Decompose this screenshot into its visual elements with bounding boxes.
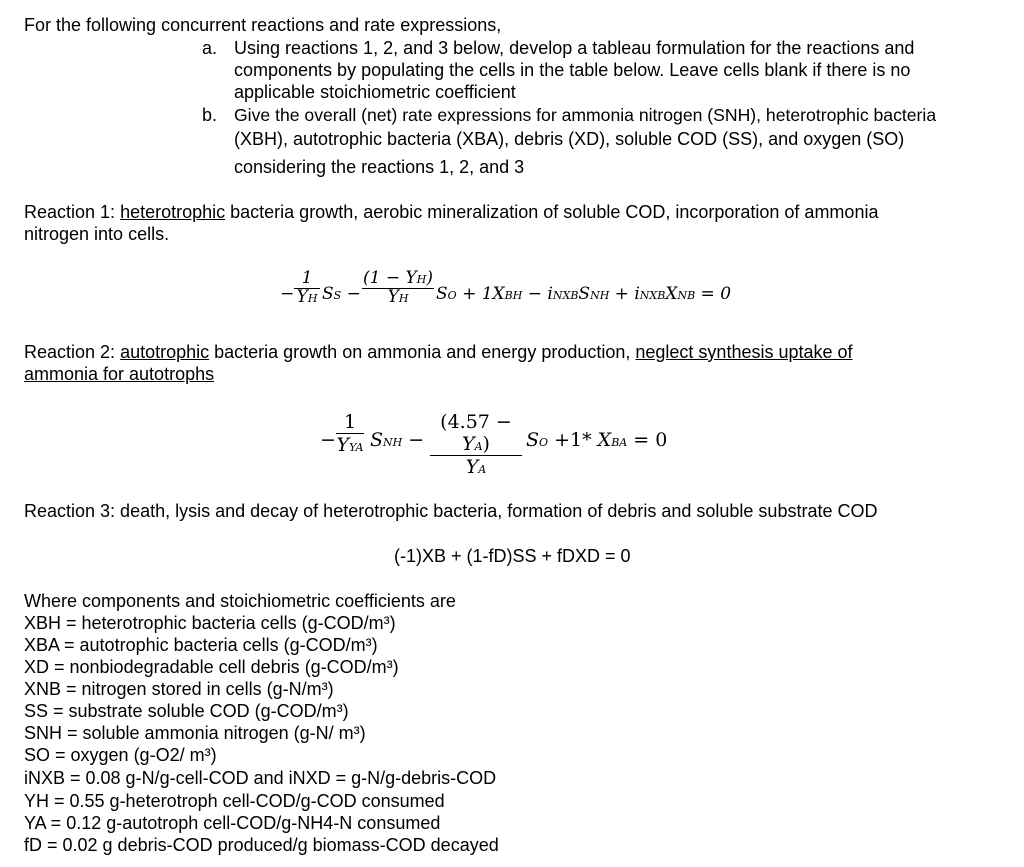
definition-so: SO = oxygen (g-O2/ m³)	[24, 745, 217, 765]
intro-text: For the following concurrent reactions and rate expressions,	[24, 15, 502, 35]
reaction-1-rest: bacteria growth, aerobic mineralization of soluble COD, incorporation of ammonia	[225, 202, 879, 222]
reaction-2-underlined-2: neglect synthesis uptake of	[635, 342, 853, 362]
reaction-1-underlined: heterotrophic	[120, 202, 226, 222]
definition-ss: SS = substrate soluble COD (g-COD/m³)	[24, 701, 349, 721]
definition-xbh: XBH = heterotrophic bacteria cells (g-COD/m³)	[24, 613, 396, 633]
reaction-3-equation: (-1)XB + (1-fD)SS + fDXD = 0	[394, 546, 631, 566]
reaction-2-description-line-2: ammonia for autotrophs	[24, 364, 215, 384]
reaction-1-prefix: Reaction 1:	[24, 202, 121, 222]
part-b-marker: b.	[202, 105, 218, 125]
part-a-marker: a.	[202, 38, 218, 58]
reaction-1-description	[24, 201, 878, 223]
part-a-line-1: Using reactions 1, 2, and 3 below, develop a tableau formulation for the reactions and	[234, 38, 915, 58]
definition-fd: fD = 0.02 g debris-COD produced/g biomass-COD decayed	[24, 835, 499, 855]
definition-snh: SNH = soluble ammonia nitrogen (g-N/ m³)	[24, 723, 366, 743]
part-a-line-3: applicable stoichiometric coefficient	[234, 82, 516, 102]
reaction-2-equation: − 1 YYA SNH − (4.57 − YA) YA SO +1* XBA = 0	[320, 411, 668, 478]
reaction-2-description	[24, 341, 853, 363]
part-b-line-1: Give the overall (net) rate expressions for ammonia nitrogen (SNH), heterotrophic bacteria	[234, 105, 937, 125]
part-b-line-2: (XBH), autotrophic bacteria (XBA), debris (XD), soluble COD (SS), and oxygen (SO)	[234, 129, 905, 149]
reaction-2-prefix: Reaction 2:	[24, 342, 121, 362]
definition-xnb: XNB = nitrogen stored in cells (g-N/m³)	[24, 679, 334, 699]
definition-xd: XD = nonbiodegradable cell debris (g-COD/m³)	[24, 657, 399, 677]
reaction-1-equation: − 1 YH SS − (1 − YH) YH SO + 1XBH − iNXBSNH + iNXBXNB = 0	[280, 268, 732, 307]
reaction-2-underlined-1: autotrophic	[120, 342, 210, 362]
part-a-line-2: components by populating the cells in the table below. Leave cells blank if there is no	[234, 60, 911, 80]
reaction-3-description: Reaction 3: death, lysis and decay of heterotrophic bacteria, formation of debris and soluble substrate COD	[24, 501, 878, 521]
definition-inxb: iNXB = 0.08 g-N/g-cell-COD and iNXD = g-N/g-debris-COD	[24, 768, 497, 788]
definitions-heading: Where components and stoichiometric coefficients are	[24, 591, 456, 611]
definition-yh: YH = 0.55 g-heterotroph cell-COD/g-COD consumed	[24, 791, 445, 811]
reaction-1-description-line-2: nitrogen into cells.	[24, 224, 170, 244]
definition-xba: XBA = autotrophic bacteria cells (g-COD/m³)	[24, 635, 378, 655]
reaction-2-middle: bacteria growth on ammonia and energy production,	[209, 342, 636, 362]
definition-ya: YA = 0.12 g-autotroph cell-COD/g-NH4-N consumed	[24, 813, 441, 833]
part-b-line-3: considering the reactions 1, 2, and 3	[234, 157, 525, 177]
